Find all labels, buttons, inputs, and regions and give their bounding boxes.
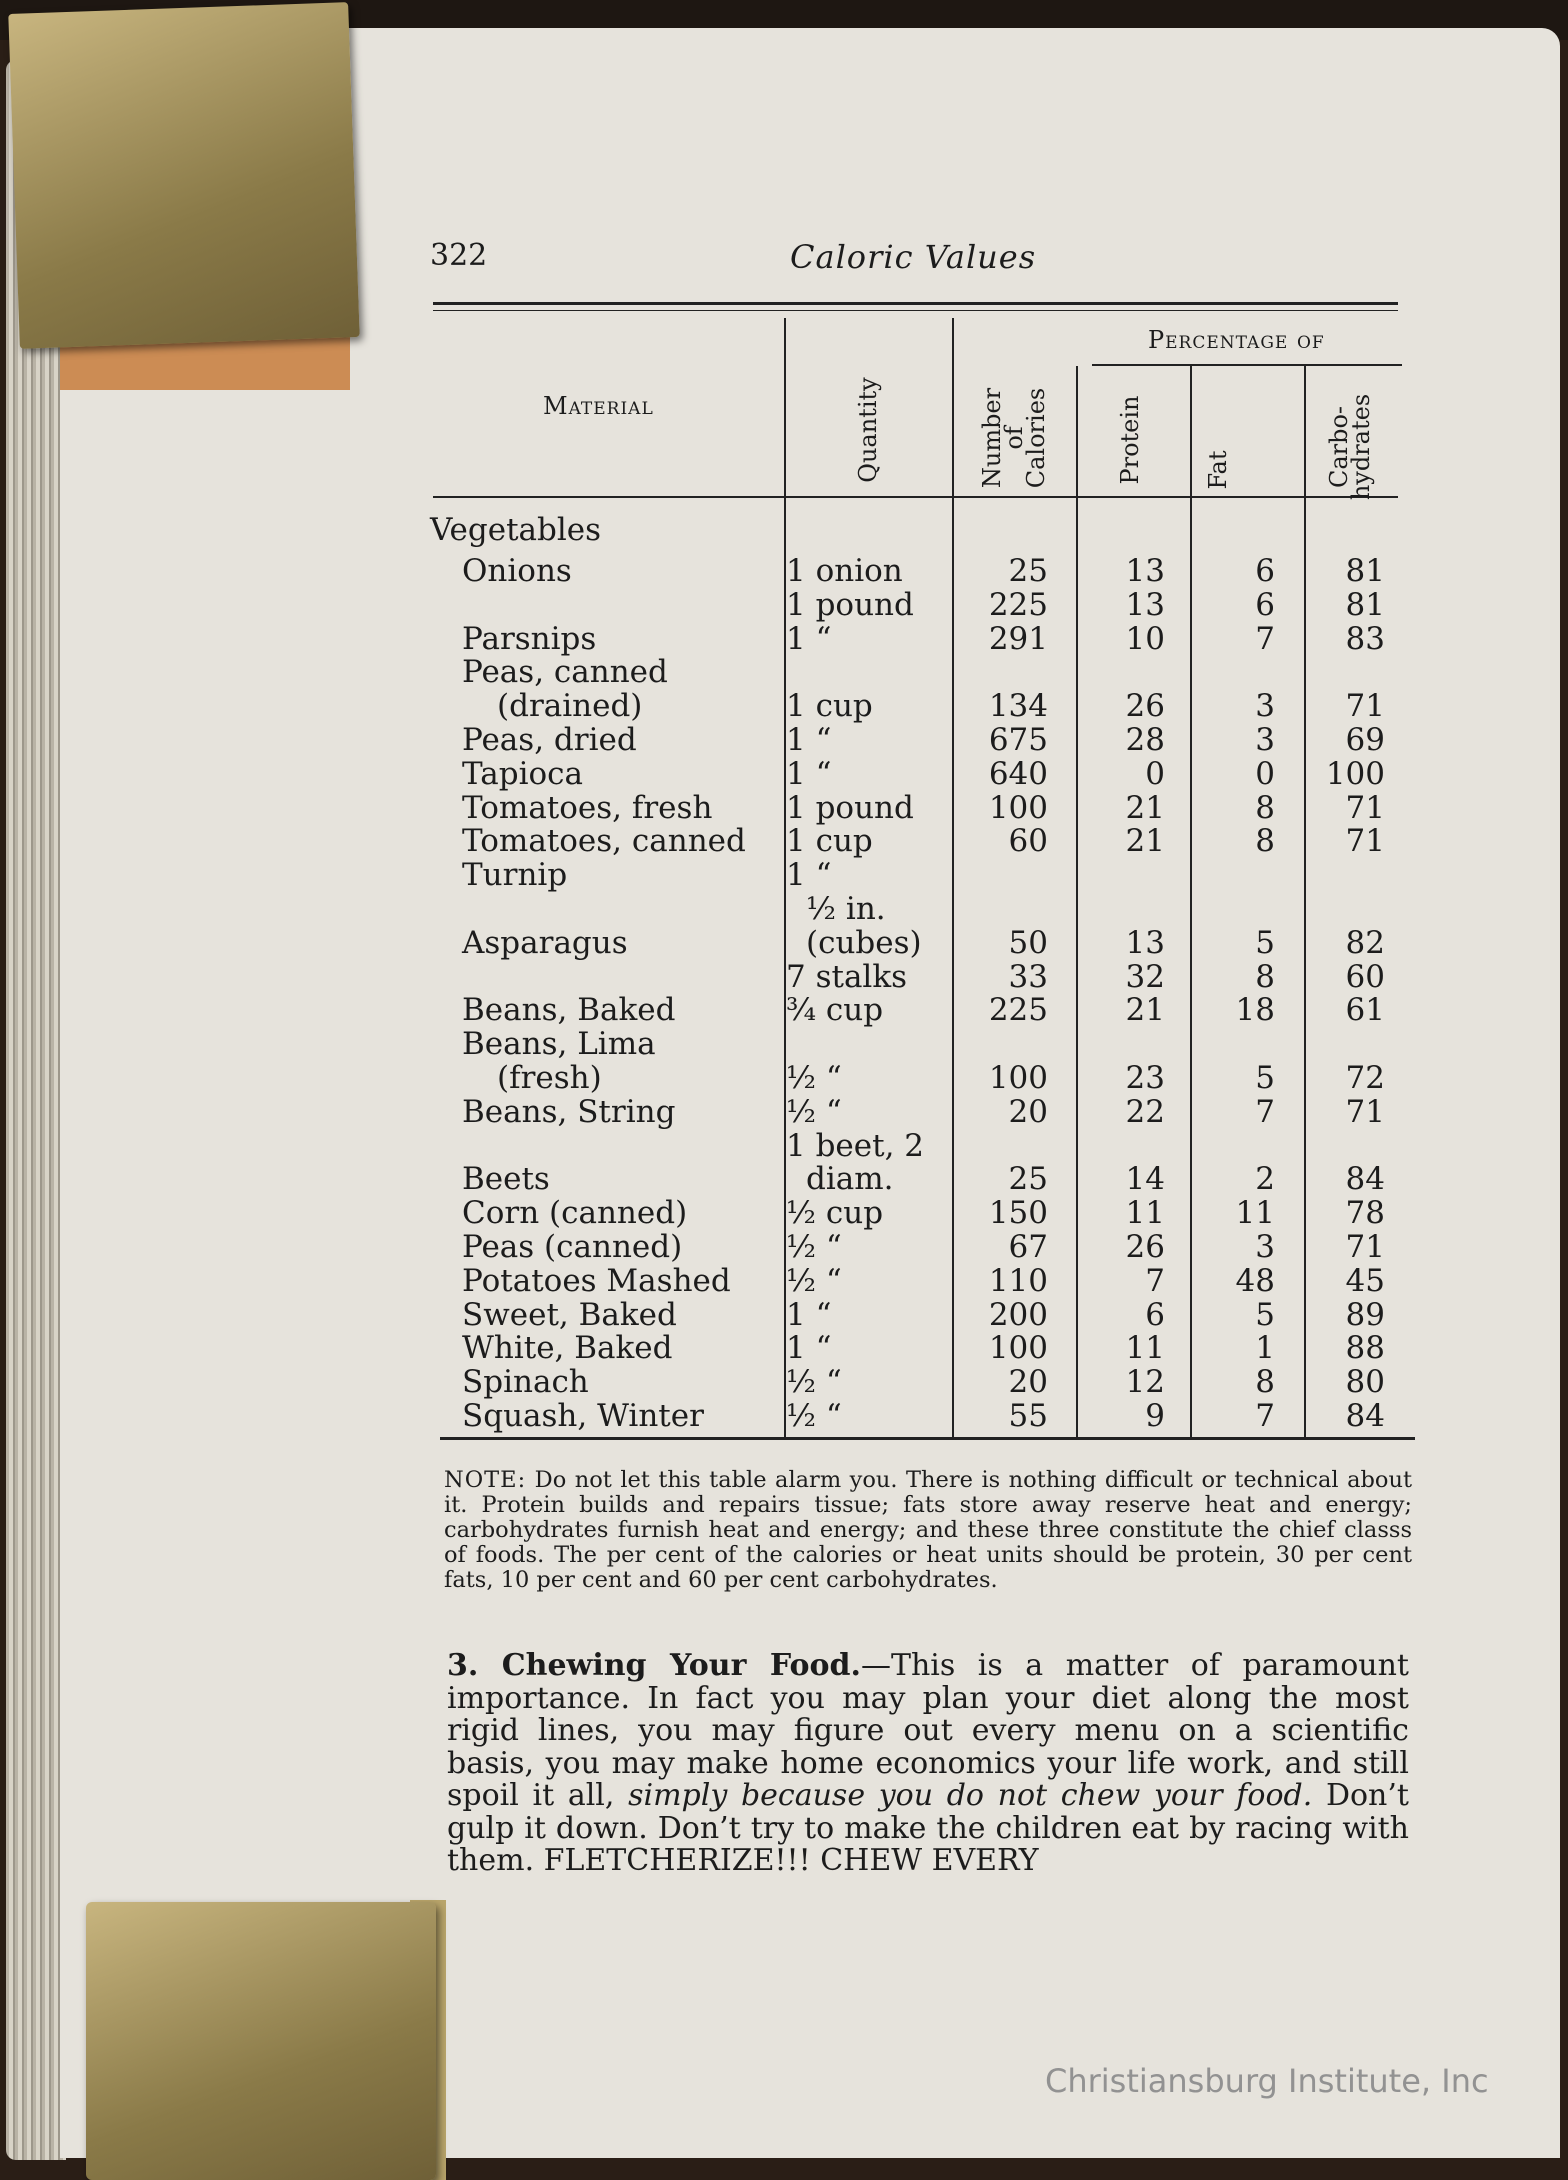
page-title: Caloric Values: [790, 238, 1037, 276]
table-cell-carbohydrates: 71: [1345, 823, 1385, 860]
table-cell-quantity: 1 “: [786, 755, 832, 792]
table-cell-quantity: 1 “: [786, 857, 832, 894]
table-cell-quantity: ½ “: [786, 1398, 842, 1434]
table-cell-fat: 5: [1255, 1296, 1275, 1333]
section-text-before: —This is a matter of paramount importance. In fact you may plan your diet along the most rigid lines, you may figure out every menu on a scientific basis, you may make home economics your life work, and still spoil it all,: [447, 1648, 1409, 1813]
table-cell-material: Tapioca: [462, 755, 584, 792]
table-cell-fat: 8: [1255, 958, 1275, 995]
table-cell-calories: 100: [988, 1330, 1048, 1367]
table-cell-carbohydrates: 45: [1345, 1262, 1385, 1299]
table-cell-protein: 10: [1125, 620, 1165, 657]
table-cell-calories: 150: [988, 1195, 1048, 1232]
table-cell-fat: 48: [1235, 1262, 1275, 1299]
table-cell-calories: 33: [1008, 958, 1048, 995]
table-cell-quantity: 1 “: [786, 1296, 832, 1333]
table-cell-carbohydrates: 72: [1345, 1060, 1385, 1096]
table-cell-carbohydrates: 71: [1345, 688, 1385, 725]
table-cell-calories: 100: [988, 789, 1048, 826]
table-cell-carbohydrates: 84: [1345, 1161, 1385, 1198]
column-divider-calories: [952, 318, 954, 1438]
table-cell-protein: 9: [1145, 1398, 1165, 1434]
table-cell-material: Beans, Lima: [462, 1026, 656, 1063]
table-cell-material: Asparagus: [462, 924, 628, 961]
header-carbohydrates: Carbo-hydrates: [1325, 393, 1375, 501]
table-cell-quantity: 1 cup: [786, 688, 873, 725]
table-cell-calories: 225: [988, 586, 1048, 623]
table-cell-fat: 11: [1235, 1195, 1275, 1232]
brass-clip-top: [8, 2, 359, 349]
table-cell-calories: 225: [988, 992, 1048, 1029]
table-cell-material: Peas, canned: [462, 654, 668, 691]
table-cell-quantity: 1 “: [786, 722, 832, 758]
table-bottom-rule: [440, 1437, 1415, 1440]
table-cell-carbohydrates: 71: [1345, 1093, 1385, 1130]
table-cell-carbohydrates: 82: [1345, 924, 1385, 961]
section-heading: 3. Chewing Your Food.: [447, 1648, 861, 1683]
table-cell-quantity: diam.: [806, 1161, 894, 1198]
table-cell-fat: 3: [1255, 722, 1275, 758]
table-top-rule: [433, 302, 1398, 305]
table-cell-carbohydrates: 71: [1345, 789, 1385, 826]
table-cell-fat: 6: [1255, 586, 1275, 623]
table-cell-material: (drained): [497, 688, 643, 725]
note-text: Do not let this table alarm you. There is nothing difficult or technical about it. Protein builds and repairs tissue; fats store away reserve heat and energy; carbohydrates furnish heat and energy; and these three constitute the chief classs of foods. The per cent of the calories or heat units should be protein, 30 per cent fats, 10 per cent and 60 per cent carbohydrates.: [444, 1467, 1412, 1593]
header-protein: Protein: [1116, 395, 1144, 485]
table-cell-protein: 26: [1125, 688, 1165, 725]
table-top-rule-thin: [433, 310, 1398, 311]
table-cell-material: Tomatoes, fresh: [462, 789, 713, 826]
table-cell-material: Parsnips: [462, 620, 597, 657]
table-cell-protein: 12: [1125, 1364, 1165, 1401]
table-cell-quantity: ½ “: [786, 1060, 842, 1096]
table-cell-calories: 50: [1008, 924, 1048, 961]
table-cell-calories: 25: [1008, 553, 1048, 589]
note-label: NOTE:: [444, 1467, 527, 1493]
table-cell-fat: 5: [1255, 1060, 1275, 1096]
table-cell-quantity: 1 “: [786, 1330, 832, 1367]
table-cell-quantity: ¾ cup: [786, 992, 884, 1029]
table-cell-protein: 26: [1125, 1229, 1165, 1265]
table-cell-calories: 55: [1008, 1398, 1048, 1434]
table-cell-carbohydrates: 80: [1345, 1364, 1385, 1401]
table-cell-material: Corn (canned): [462, 1195, 688, 1232]
table-cell-material: Beans, Baked: [462, 992, 676, 1029]
table-cell-quantity: 1 cup: [786, 823, 873, 860]
running-head: [430, 232, 1430, 282]
table-cell-carbohydrates: 81: [1345, 553, 1385, 589]
table-cell-protein: 28: [1125, 722, 1165, 758]
table-cell-protein: 11: [1125, 1195, 1165, 1232]
table-cell-protein: 32: [1125, 958, 1165, 995]
header-material: Material: [543, 392, 654, 420]
table-cell-calories: 100: [988, 1060, 1048, 1096]
book-page-edges: [6, 60, 66, 2160]
note-paragraph: [444, 1468, 1412, 1593]
table-cell-protein: 0: [1145, 755, 1165, 792]
table-cell-quantity: (cubes): [806, 924, 922, 961]
table-cell-quantity: ½ “: [786, 1229, 842, 1265]
table-cell-protein: 14: [1125, 1161, 1165, 1198]
table-cell-calories: 675: [988, 722, 1048, 758]
table-cell-material: Sweet, Baked: [462, 1296, 677, 1333]
table-cell-material: White, Baked: [462, 1330, 673, 1367]
table-cell-carbohydrates: 60: [1345, 958, 1385, 995]
section-label-vegetables: Vegetables: [430, 512, 602, 548]
table-cell-protein: 21: [1125, 992, 1165, 1029]
table-cell-calories: 20: [1008, 1093, 1048, 1130]
table-cell-calories: 200: [988, 1296, 1048, 1333]
table-cell-material: Peas (canned): [462, 1229, 683, 1265]
table-cell-material: Spinach: [462, 1364, 589, 1401]
header-fat: Fat: [1204, 450, 1232, 490]
table-cell-material: Potatoes Mashed: [462, 1262, 731, 1299]
table-cell-protein: 11: [1125, 1330, 1165, 1367]
table-cell-protein: 22: [1125, 1093, 1165, 1130]
table-cell-calories: 134: [988, 688, 1048, 725]
table-cell-carbohydrates: 84: [1345, 1398, 1385, 1434]
table-cell-quantity: 1 pound: [786, 586, 914, 623]
section-emphasis: simply because you do not chew your food.: [628, 1778, 1313, 1813]
page-number: 322: [430, 238, 488, 273]
table-cell-protein: 21: [1125, 789, 1165, 826]
table-cell-calories: 60: [1008, 823, 1048, 860]
table-cell-quantity: 1 pound: [786, 789, 914, 826]
table-cell-material: Beans, String: [462, 1093, 676, 1130]
table-cell-protein: 13: [1125, 924, 1165, 961]
table-cell-fat: 8: [1255, 823, 1275, 860]
table-cell-carbohydrates: 69: [1345, 722, 1385, 758]
table-cell-carbohydrates: 89: [1345, 1296, 1385, 1333]
table-cell-quantity: ½ “: [786, 1364, 842, 1401]
table-cell-quantity: 1 onion: [786, 553, 903, 589]
table-cell-quantity: ½ “: [786, 1093, 842, 1130]
table-cell-material: Peas, dried: [462, 722, 637, 758]
table-cell-material: Squash, Winter: [462, 1398, 704, 1434]
table-cell-quantity: 7 stalks: [786, 958, 908, 995]
table-cell-fat: 7: [1255, 1093, 1275, 1130]
percentage-header-rule: [1092, 364, 1402, 366]
watermark: Christiansburg Institute, Inc: [1045, 2062, 1489, 2100]
table-cell-fat: 1: [1255, 1330, 1275, 1367]
table-cell-carbohydrates: 88: [1345, 1330, 1385, 1367]
table-cell-quantity: 1 “: [786, 620, 832, 657]
table-cell-fat: 7: [1255, 1398, 1275, 1434]
table-cell-fat: 8: [1255, 1364, 1275, 1401]
header-percentage-of: Percentage of: [1148, 326, 1325, 354]
table-cell-fat: 5: [1255, 924, 1275, 961]
brass-clip-bottom: [86, 1902, 436, 2180]
table-cell-fat: 7: [1255, 620, 1275, 657]
table-cell-carbohydrates: 61: [1345, 992, 1385, 1029]
table-cell-calories: 291: [988, 620, 1048, 657]
table-cell-quantity: ½ “: [786, 1262, 842, 1299]
table-cell-fat: 8: [1255, 789, 1275, 826]
table-cell-carbohydrates: 71: [1345, 1229, 1385, 1265]
table-cell-calories: 67: [1008, 1229, 1048, 1265]
table-cell-fat: 2: [1255, 1161, 1275, 1198]
table-cell-protein: 7: [1145, 1262, 1165, 1299]
section-text-after: Don’t gulp it down. Don’t try to make the children eat by racing with them. FLETCHERIZE!!! CHEW EVERY: [447, 1778, 1409, 1878]
table-cell-protein: 13: [1125, 553, 1165, 589]
table-cell-calories: 110: [988, 1262, 1048, 1299]
table-cell-fat: 3: [1255, 1229, 1275, 1265]
table-cell-material: Beets: [462, 1161, 550, 1198]
table-cell-material: Turnip: [462, 857, 568, 894]
table-cell-material: Onions: [462, 553, 572, 589]
table-cell-protein: 6: [1145, 1296, 1165, 1333]
table-cell-quantity: ½ in.: [806, 891, 886, 927]
section-paragraph: [447, 1650, 1409, 1878]
table-cell-fat: 6: [1255, 553, 1275, 589]
table-cell-fat: 0: [1255, 755, 1275, 792]
table-cell-material: Tomatoes, canned: [462, 823, 746, 860]
table-cell-protein: 23: [1125, 1060, 1165, 1096]
table-cell-fat: 18: [1235, 992, 1275, 1029]
header-quantity: Quantity: [854, 377, 882, 483]
table-cell-carbohydrates: 100: [1325, 755, 1385, 792]
table-cell-material: (fresh): [497, 1060, 602, 1096]
table-cell-carbohydrates: 81: [1345, 586, 1385, 623]
table-cell-fat: 3: [1255, 688, 1275, 725]
table-cell-quantity: 1 beet, 2: [786, 1127, 925, 1164]
header-calories: Number of Calories: [978, 387, 1050, 489]
table-cell-protein: 21: [1125, 823, 1165, 860]
table-cell-carbohydrates: 78: [1345, 1195, 1385, 1232]
table-header-rule: [433, 496, 1398, 498]
table-cell-quantity: ½ cup: [786, 1195, 884, 1232]
table-cell-calories: 20: [1008, 1364, 1048, 1401]
table-cell-calories: 25: [1008, 1161, 1048, 1198]
table-cell-protein: 13: [1125, 586, 1165, 623]
table-cell-calories: 640: [988, 755, 1048, 792]
table-cell-carbohydrates: 83: [1345, 620, 1385, 657]
